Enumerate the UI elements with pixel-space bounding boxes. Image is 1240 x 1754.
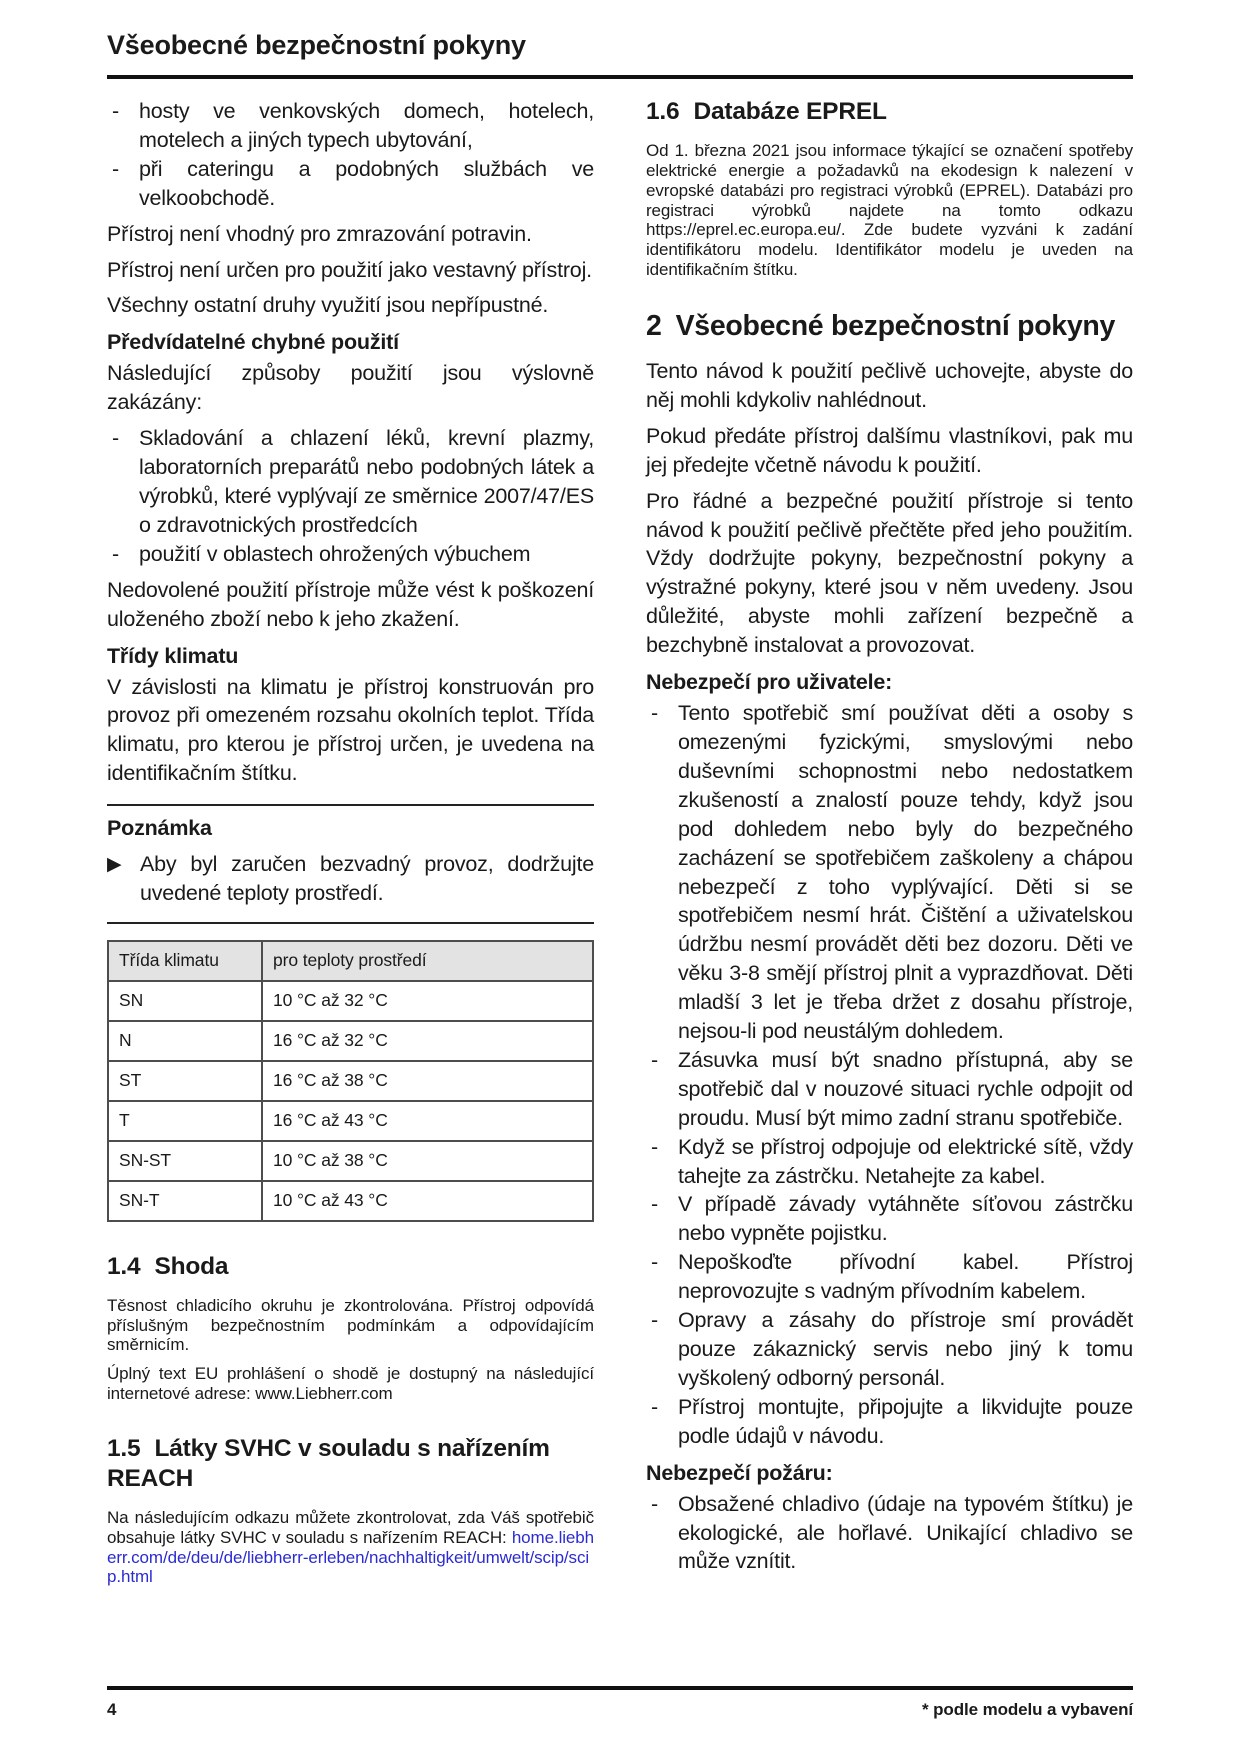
list-item-text: Když se přístroj odpojuje od elektrické sítě, vždy tahejte za zástrčku. Netahejte za kabel.: [678, 1134, 1133, 1188]
table-cell: T: [108, 1101, 262, 1141]
user-danger-list: [646, 699, 1133, 1451]
dash-bullet: -: [112, 156, 119, 181]
chapter-2-intro: [646, 357, 1133, 660]
section-1-4-heading: [107, 1252, 594, 1282]
misuse-section: [107, 359, 594, 633]
list-item-text: Zásuvka musí být snadno přístupná, aby se spotřebič dal v nouzové situaci rychle odpojit od proudu. Musí být mimo zadní stranu spotřebiče.: [678, 1047, 1133, 1130]
usage-list: [107, 97, 594, 213]
note-text: Aby byl zaručen bezvadný provoz, dodržujte uvedené teploty prostředí.: [140, 852, 594, 905]
paragraph-with-link: [107, 1508, 594, 1588]
list-item: [646, 699, 1133, 1046]
table-cell: 10 °C až 32 °C: [262, 981, 593, 1021]
list-item: [646, 1248, 1133, 1306]
paragraph: Přístroj není vhodný pro zmrazování potravin.: [107, 221, 532, 246]
climate-section: [107, 673, 594, 789]
page-title: Všeobecné bezpečnostní pokyny: [107, 30, 526, 60]
table-row: [108, 1021, 593, 1061]
fire-danger-heading: Nebezpečí požáru:: [646, 1460, 833, 1485]
table-header-row: [108, 941, 593, 981]
page-footer: [107, 1686, 1133, 1720]
paragraph: Pro řádné a bezpečné použití přístroje si tento návod k použití pečlivě přečtěte před jeho použitím. Vždy dodržujte pokyny, bezpečnostní pokyny a výstražné pokyny, které jsou v něm uvedeny. Jsou důležité, abyste mohli zařízení bezpečně a bezchybně instalovat a provozovat.: [646, 488, 1133, 658]
dash-bullet: -: [651, 1308, 658, 1333]
list-item: [107, 97, 594, 155]
dash-bullet: -: [112, 426, 119, 451]
paragraph: Přístroj není určen pro použití jako vestavný přístroj.: [107, 257, 592, 282]
table-cell: ST: [108, 1061, 262, 1101]
fire-danger-list: [646, 1490, 1133, 1577]
list-item-text: použití v oblastech ohrožených výbuchem: [139, 541, 531, 566]
table-cell: SN-T: [108, 1181, 262, 1221]
triangle-arrow-icon: ▶: [107, 854, 122, 876]
climate-heading: Třídy klimatu: [107, 643, 239, 668]
list-item-text: Opravy a zásahy do přístroje smí provádět pouze zákaznický servis nebo jiný k tomu vyškolený odborný personál.: [678, 1308, 1133, 1390]
table-row: [108, 1101, 593, 1141]
table-row: [108, 981, 593, 1021]
note-instruction: [107, 850, 594, 908]
column-header: Třída klimatu: [108, 941, 262, 981]
climate-table-body: [108, 981, 593, 1221]
list-item-text: při cateringu a podobných službách ve velkoobchodě.: [139, 156, 594, 210]
list-item: [646, 1190, 1133, 1248]
list-item: [646, 1046, 1133, 1133]
paragraph: V závislosti na klimatu je přístroj konstruován pro provoz při omezeném rozsahu okolních teplot. Třída klimatu, pro kterou je přístroj určen, je uvedena na identifikačním štítku.: [107, 674, 594, 786]
dash-bullet: -: [112, 541, 119, 566]
table-cell: 10 °C až 43 °C: [262, 1181, 593, 1221]
table-cell: SN-ST: [108, 1141, 262, 1181]
list-item: [646, 1490, 1133, 1577]
dash-bullet: -: [651, 1491, 658, 1516]
dash-bullet: -: [651, 701, 658, 726]
section-1-5-body: [107, 1508, 594, 1588]
list-item-text: Přístroj montujte, připojujte a likvidujte pouze podle údajů v návodu.: [678, 1394, 1133, 1448]
dash-bullet: -: [651, 1250, 658, 1275]
dash-bullet: -: [651, 1134, 658, 1159]
paragraph: Pokud předáte přístroj dalšímu vlastníkovi, pak mu jej předejte včetně návodu k použití.: [646, 423, 1133, 477]
climate-table-head: [108, 941, 593, 981]
section-title: Shoda: [154, 1252, 229, 1280]
chapter-number: 2: [646, 310, 662, 342]
paragraph: Od 1. března 2021 jsou informace týkající se označení spotřeby elektrické energie a požadavků na ekodesign k nalezení v evropské databázi pro registraci výrobků (EPREL). Databázi pro registraci výrobků najdete na tomto odkazu https://eprel.ec.europa.eu/. Zde budete vyzváni k zadání identifikátoru modelu. Identifikátor modelu je uveden na identifikačním štítku.: [646, 140, 1133, 280]
section-number: 1.6: [646, 98, 680, 125]
table-cell: 16 °C až 38 °C: [262, 1061, 593, 1101]
paragraph: Nedovolené použití přístroje může vést k poškození uloženého zboží nebo k jeho zkažení.: [107, 577, 594, 631]
list-item: [646, 1133, 1133, 1191]
footer-note: * podle modelu a vybavení: [921, 1700, 1133, 1719]
table-cell: SN: [108, 981, 262, 1021]
section-1-5-heading: [107, 1434, 594, 1494]
climate-table: [107, 940, 594, 1222]
paragraph-text: Na následujícím odkazu můžete zkontrolovat, zda Váš spotřebič obsahuje látky SVHC v souladu s nařízením REACH:: [107, 1507, 594, 1547]
section-number: 1.5: [107, 1435, 141, 1463]
page-number: 4: [107, 1700, 117, 1719]
list-item-text: Skladování a chlazení léků, krevní plazmy, laboratorních preparátů nebo podobných látek a výrobků, které vyplývají ze směrnice 2007/47/ES o zdravotnických prostředcích: [139, 426, 594, 537]
section-title: Databáze EPREL: [693, 98, 887, 125]
list-item: [107, 155, 594, 213]
content-columns: [107, 97, 1133, 1596]
misuse-heading: Předvídatelné chybné použití: [107, 330, 399, 355]
table-cell: 16 °C až 32 °C: [262, 1021, 593, 1061]
paragraph: Tento návod k použití pečlivě uchovejte, abyste do něj mohli kdykoliv nahlédnout.: [646, 359, 1133, 412]
table-row: [108, 1181, 593, 1221]
list-item: [646, 1393, 1133, 1451]
dash-bullet: -: [651, 1192, 658, 1217]
misuse-list: [107, 424, 594, 569]
table-row: [108, 1141, 593, 1181]
section-number: 1.4: [107, 1252, 141, 1280]
right-column: [646, 97, 1133, 1596]
section-1-4-body: [107, 1296, 594, 1404]
note-title: Poznámka: [107, 816, 212, 841]
chapter-2-heading: [646, 310, 1133, 343]
list-item-text: Obsažené chladivo (údaje na typovém štítku) je ekologické, ale hořlavé. Unikající chladivo se může vznítit.: [678, 1491, 1133, 1574]
paragraph: Těsnost chladicího okruhu je zkontrolována. Přístroj odpovídá příslušným bezpečnostním podmínkám a odpovídajícím směrnicím.: [107, 1295, 594, 1355]
dash-bullet: -: [651, 1394, 658, 1419]
page-header: [107, 30, 1133, 79]
section-title: Látky SVHC v souladu s nařízením REACH: [107, 1435, 550, 1492]
list-item-text: V případě závady vytáhněte síťovou zástrčku nebo vypněte pojistku.: [678, 1192, 1133, 1246]
usage-paragraphs: [107, 220, 594, 321]
list-item: [646, 1306, 1133, 1393]
dash-bullet: -: [651, 1047, 658, 1072]
list-item-text: hosty ve venkovských domech, hotelech, motelech a jiných typech ubytování,: [139, 99, 594, 152]
table-row: [108, 1061, 593, 1101]
table-cell: 10 °C až 38 °C: [262, 1141, 593, 1181]
list-item-text: Tento spotřebič smí používat děti a osoby s omezenými fyzickými, smyslovými nebo duševními schopnostmi nebo nedostatkem zkušeností a znalostí pouze tehdy, když jsou pod dohledem nebo byly do bezpečného zacházení se spotřebičem zaškoleny a chápou nebezpečí z toho vyplývající. Děti si se spotřebičem nesmí hrát. Čištění a uživatelskou údržbu nesmí provádět děti bez dozoru. Děti ve věku 3-8 smějí přístroj plnit a vyprazdňovat. Děti mladší 3 let je třeba držet z dosahu přístroje, nejsou-li pod neustálým dohledem.: [678, 701, 1133, 1044]
user-danger-heading: Nebezpečí pro uživatele:: [646, 670, 893, 695]
paragraph: Následující způsoby použití jsou výslovně zakázány:: [107, 361, 594, 415]
list-item: [107, 424, 594, 540]
dash-bullet: -: [112, 99, 119, 123]
section-1-6-heading: [646, 97, 1133, 127]
list-item-text: Nepoškoďte přívodní kabel. Přístroj neprovozujte s vadným přívodním kabelem.: [678, 1250, 1133, 1304]
scip-link[interactable]: home.liebherr.com/de/deu/de/liebherr-erleben/nachhaltigkeit/umwelt/scip/scip.html: [107, 1527, 594, 1587]
note-block: [107, 804, 594, 924]
paragraph: Úplný text EU prohlášení o shodě je dostupný na následující internetové adrese: www.Liebherr.com: [107, 1364, 594, 1404]
chapter-title: Všeobecné bezpečnostní pokyny: [675, 310, 1116, 342]
table-cell: N: [108, 1021, 262, 1061]
section-1-6-body: [646, 141, 1133, 280]
table-cell: 16 °C až 43 °C: [262, 1101, 593, 1141]
left-column: [107, 97, 594, 1596]
paragraph: Všechny ostatní druhy využití jsou nepřípustné.: [107, 293, 549, 318]
list-item: [107, 540, 594, 569]
column-header: pro teploty prostředí: [262, 941, 593, 981]
